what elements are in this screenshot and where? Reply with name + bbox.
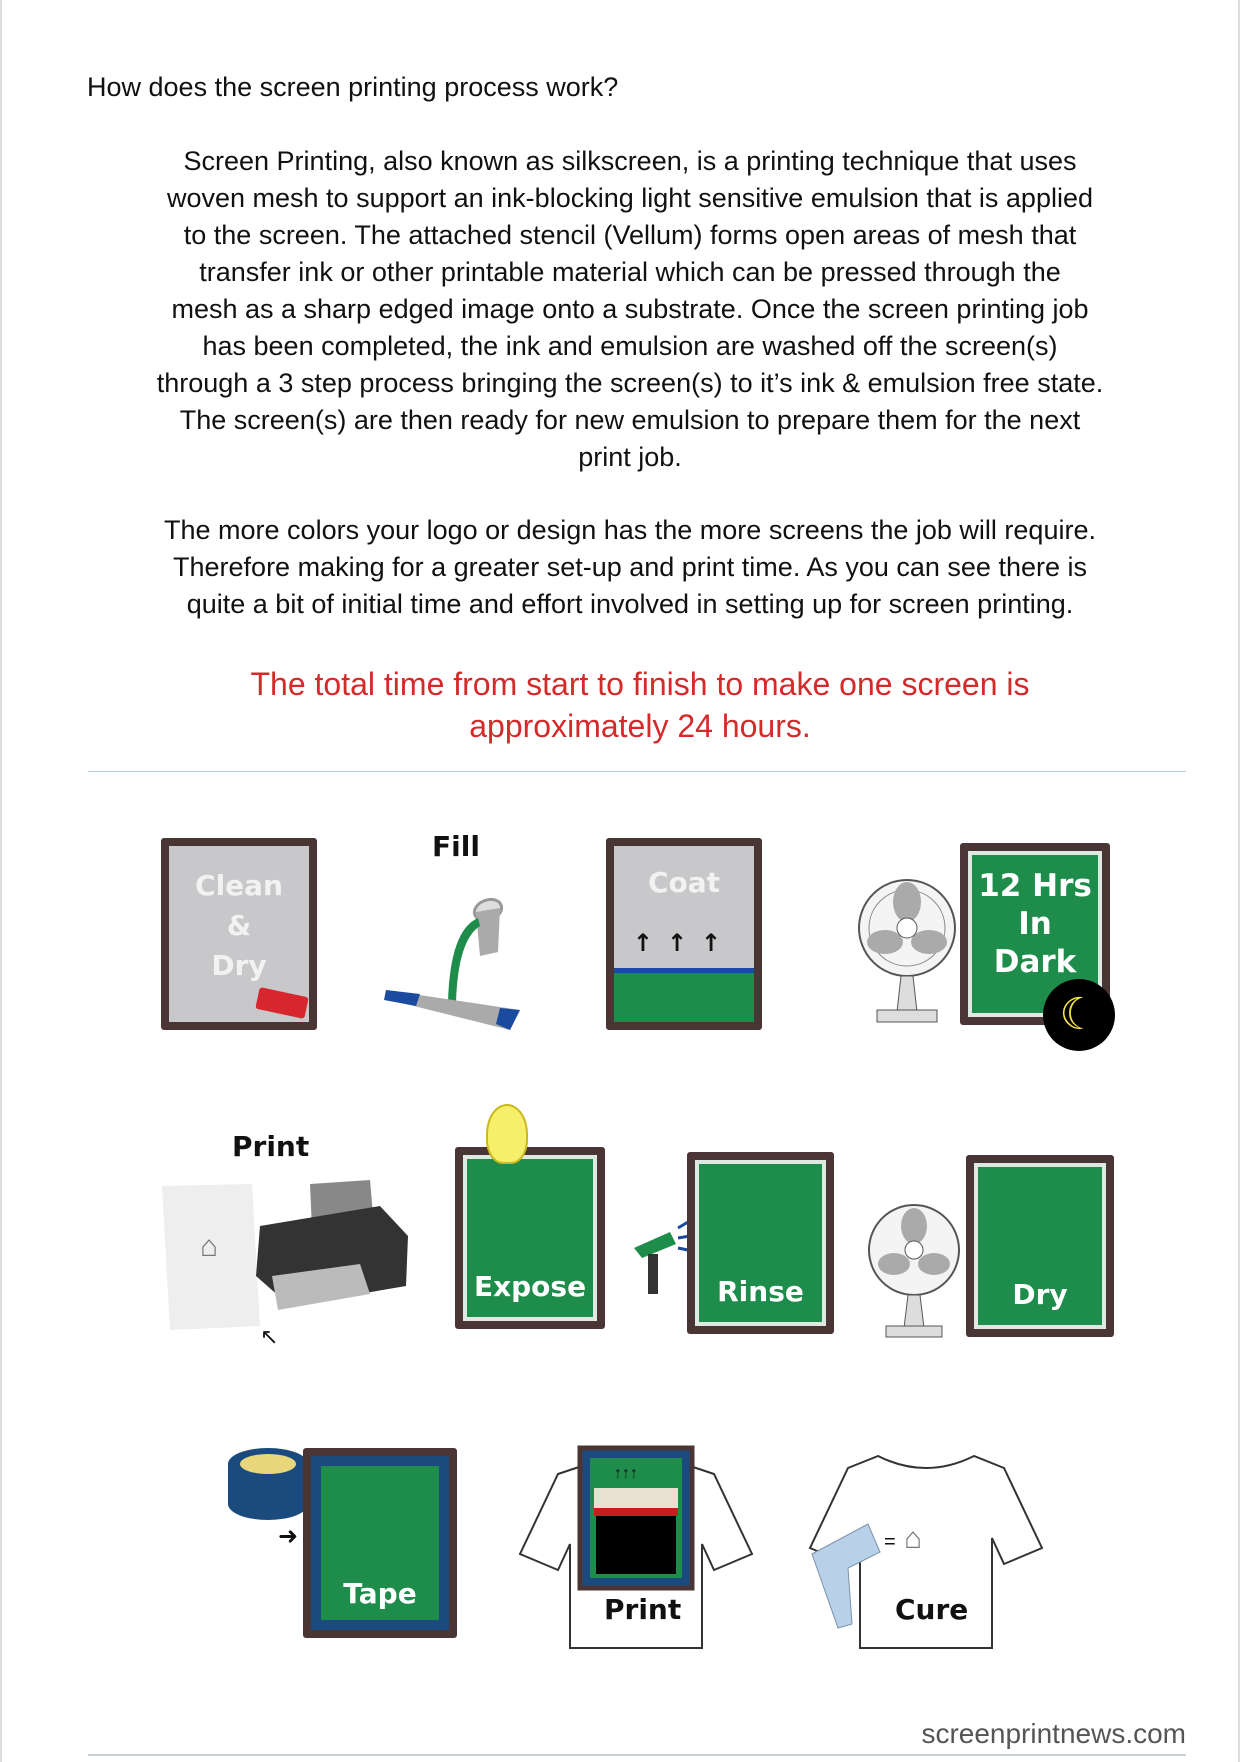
text-line: to the screen. The attached stencil (Vellum) forms open areas of mesh that <box>183 220 1077 250</box>
step-label: Coat <box>647 866 721 899</box>
text-line: The total time from start to finish to make one screen is <box>250 666 1030 702</box>
page-edge-left <box>0 0 2 1762</box>
text-line: approximately 24 hours. <box>469 708 811 744</box>
step-label: Dry <box>1012 1278 1068 1311</box>
svg-text:↑↑↑: ↑↑↑ <box>614 1465 638 1482</box>
text-line: Therefore making for a greater set-up and print time. As you can see there is <box>173 552 1087 582</box>
svg-text:↖: ↖ <box>260 1324 279 1346</box>
svg-text:➜: ➜ <box>278 1523 299 1550</box>
text-line: The more colors your logo or design has the more screens the job will require. <box>164 515 1096 545</box>
step-fill-label: Fill <box>432 830 480 863</box>
text-line: woven mesh to support an ink-blocking light sensitive emulsion that is applied <box>166 183 1093 213</box>
step-label: Expose <box>473 1270 587 1303</box>
step-label: Clean <box>195 869 283 902</box>
printer-icon <box>160 1176 410 1346</box>
footer-divider <box>88 1754 1186 1756</box>
step-label: In <box>1018 906 1052 942</box>
step-label: Dark <box>993 944 1077 980</box>
step-label: Rinse <box>717 1275 804 1308</box>
step-label: Dry <box>211 949 267 982</box>
step-clean-dry <box>161 838 317 1030</box>
text-line: transfer ink or other printable material which can be pressed through the <box>199 257 1061 287</box>
scoop-coater-fill-icon <box>380 890 520 1035</box>
colors-paragraph <box>80 512 1180 623</box>
page-heading: How does the screen printing process work? <box>87 72 619 102</box>
text-line: through a 3 step process bringing the screen(s) to it’s ink & emulsion free state. <box>156 368 1104 398</box>
text-line: print job. <box>578 442 682 472</box>
total-time-highlight <box>120 663 1160 747</box>
text-line: mesh as a sharp edged image onto a substrate. Once the screen printing job <box>171 294 1089 324</box>
step-cure-label: Cure <box>895 1593 969 1626</box>
svg-text:⌂: ⌂ <box>904 1522 923 1555</box>
svg-text:⌂: ⌂ <box>200 1230 219 1263</box>
divider <box>88 771 1186 772</box>
text-line: quite a bit of initial time and effort involved in setting up for screen printing. <box>186 589 1074 619</box>
step-print-film-label: Print <box>232 1130 310 1163</box>
step-tape <box>303 1448 457 1638</box>
step-label: Tape <box>343 1577 417 1610</box>
fan-icon <box>855 872 957 1027</box>
text-line: The screen(s) are then ready for new emulsion to prepare them for the next <box>179 405 1081 435</box>
step-expose <box>455 1147 605 1329</box>
step-label: & <box>226 909 252 942</box>
step-print-shirt-label: Print <box>604 1593 682 1626</box>
fan-icon <box>866 1200 964 1340</box>
text-line: has been completed, the ink and emulsion are washed off the screen(s) <box>202 331 1058 361</box>
text-line: Screen Printing, also known as silkscreen, is a printing technique that uses <box>183 146 1077 176</box>
footer-source: screenprintnews.com <box>921 1718 1186 1749</box>
step-rinse <box>687 1152 834 1334</box>
hose-nozzle-icon <box>630 1218 690 1298</box>
scrub-brush-icon <box>255 987 308 1019</box>
emulsion-coat <box>614 968 754 1022</box>
step-dry <box>966 1155 1114 1337</box>
step-label: 12 Hrs <box>978 868 1092 904</box>
light-bulb-icon <box>486 1104 528 1164</box>
svg-text:=: = <box>884 1531 896 1553</box>
step-coat <box>606 838 762 1030</box>
intro-paragraph <box>80 143 1180 476</box>
up-arrows-icon: ↑↑↑ <box>632 929 736 957</box>
moon-icon: ☾ <box>1043 979 1115 1051</box>
